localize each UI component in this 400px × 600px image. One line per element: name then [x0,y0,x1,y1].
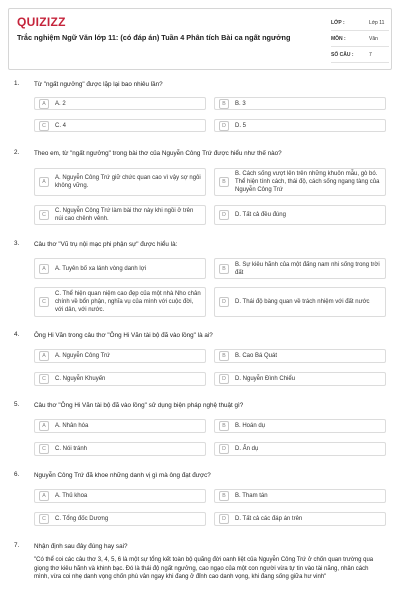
question-number: 1. [14,80,20,87]
option-text: A. Nhân hóa [55,423,89,429]
question-number: 7. [14,542,20,549]
option-text: D. Tất cả đều đúng [235,212,286,218]
meta-value: Văn [369,36,378,42]
question-number: 2. [14,149,20,156]
meta-row-grade [331,15,389,31]
option-a[interactable] [34,97,206,110]
question-number: 4. [14,331,20,338]
option-letter: A [39,351,49,361]
question-text: Theo em, từ "ngất ngưởng" trong bài thơ của Nguyễn Công Trứ được hiểu như thế nào? [34,150,282,157]
worksheet-meta [331,15,389,63]
option-d[interactable] [214,372,386,386]
option-letter: C [39,514,49,524]
option-a[interactable] [34,419,206,433]
quizizz-logo [17,15,66,29]
option-letter: D [219,374,229,384]
option-letter: B [219,99,229,109]
option-text: D. Tất cả các đáp án trên [235,516,303,522]
meta-key: LỚP : [331,20,345,26]
question-text: Nhận định sau đây đúng hay sai? [34,543,128,550]
option-letter: C [39,297,49,307]
option-d[interactable] [214,512,386,526]
option-d[interactable] [214,205,386,225]
meta-row-subject [331,31,389,47]
worksheet-header [8,8,392,70]
option-b[interactable] [214,258,386,279]
option-text: A. Nguyễn Công Trứ [55,353,111,359]
option-letter: C [39,374,49,384]
option-c[interactable] [34,372,206,386]
option-text: C. Nguyễn Công Trứ làm bài thơ này khi ngồi ở trên núi cao chênh vênh. [55,208,194,222]
question-number: 3. [14,240,20,247]
option-text: C. Nói tránh [55,446,88,452]
meta-key: MÔN : [331,36,346,42]
option-text: A. Thủ khoa [55,493,88,499]
option-text: C. Tổng đốc Dương [55,516,109,522]
question-number: 5. [14,401,20,408]
question-text: Câu thơ "Ông Hi Văn tài bộ đã vào lồng" sử dụng biện pháp nghệ thuật gì? [34,402,244,409]
question-text: Từ "ngất ngưởng" được lặp lại bao nhiêu lần? [34,81,163,88]
option-text: D. Ẩn dụ [235,446,259,452]
question-number: 6. [14,471,20,478]
option-text: D. Thái độ bàng quan về trách nhiệm với đất nước [235,299,370,305]
option-b[interactable] [214,419,386,433]
option-letter: D [219,121,229,131]
option-text: B. 3 [235,100,246,107]
meta-row-count [331,47,389,63]
logo-text: QUIZIZZ [17,15,66,29]
option-text: B. Hoán dụ [235,423,266,429]
option-a[interactable] [34,349,206,363]
question-quote: "Có thể coi các câu thơ 3, 4, 5, 6 là một sự tổng kết toàn bộ quãng đời oanh liệt của Nguyễn Công Trứ ở chốn quan trường qua giọng thơ kiêu hãnh và khinh bạc. Đó là thái độ ngất ngưởng, cao ngạo của một con người vừa tự tin vào tài năng, nhân cách mình, vừa coi nhẹ danh vọng chốn phù vân ngay khi đang ở đỉnh cao danh vọng, khi đang sống giữa hư vinh" [34,557,374,580]
option-c[interactable] [34,205,206,225]
option-text: C. Nguyễn Khuyến [55,376,106,382]
option-letter: D [219,210,229,220]
option-letter: D [219,444,229,454]
option-letter: B [219,491,229,501]
option-letter: A [39,491,49,501]
option-b[interactable] [214,168,386,196]
option-letter: B [219,351,229,361]
option-d[interactable] [214,442,386,456]
meta-value: 7 [369,52,372,58]
option-a[interactable] [34,258,206,279]
option-text: A. Nguyễn Công Trứ giữ chức quan cao vì vậy sợ ngôi không vững. [55,175,201,189]
option-letter: B [219,264,229,274]
option-c[interactable] [34,119,206,132]
option-letter: C [39,210,49,220]
option-d[interactable] [214,119,386,132]
option-text: D. Nguyễn Đình Chiểu [235,376,296,382]
meta-key: SỐ CÂU : [331,52,354,58]
meta-value: Lớp 11 [369,20,385,26]
option-letter: A [39,421,49,431]
option-c[interactable] [34,287,206,317]
option-b[interactable] [214,97,386,110]
option-letter: A [39,99,49,109]
option-a[interactable] [34,168,206,196]
option-text: C. 4 [55,122,67,129]
option-d[interactable] [214,287,386,317]
option-letter: B [219,177,229,187]
option-c[interactable] [34,512,206,526]
option-letter: C [39,444,49,454]
option-text: A. 2 [55,100,66,107]
option-c[interactable] [34,442,206,456]
worksheet-title: Trắc nghiệm Ngữ Văn lớp 11: (có đáp án) Tuần 4 Phân tích Bài ca ngất ngưởng [17,33,291,42]
option-letter: D [219,514,229,524]
option-a[interactable] [34,489,206,503]
option-text: B. Cách sống vượt lên trên những khuôn mẫu, gò bó. Thể hiện tính cách, thái độ, cách sống ngang tàng của Nguyễn Công Trứ [235,171,380,193]
option-text: B. Tham tán [235,493,268,499]
option-letter: A [39,177,49,187]
option-text: A. Tuyên bố xa lánh vòng danh lợi [55,265,146,272]
question-7 [14,542,386,598]
option-letter: B [219,421,229,431]
question-text: Ông Hi Văn trong câu thơ "Ông Hi Văn tài bộ đã vào lồng" là ai? [34,332,213,339]
option-b[interactable] [214,349,386,363]
question-text: Câu thơ "Vũ trụ nội mạc phi phận sự" được hiểu là: [34,241,178,248]
option-letter: A [39,264,49,274]
option-b[interactable] [214,489,386,503]
option-text: B. Sự kiêu hãnh của một đấng nam nhi sống trong trời đất [235,261,380,276]
option-letter: C [39,121,49,131]
option-letter: D [219,297,229,307]
option-text: B. Cao Bá Quát [235,353,278,359]
question-text: Nguyễn Công Trứ đã khoe những danh vị gì mà ông đạt được? [34,472,211,479]
option-text: D. 5 [235,122,247,129]
option-text: C. Thể hiện quan niệm cao đẹp của một nhà Nho chân chính về bổn phận, nghĩa vụ của mình với cuộc đời, với dân, với nước. [55,291,201,313]
